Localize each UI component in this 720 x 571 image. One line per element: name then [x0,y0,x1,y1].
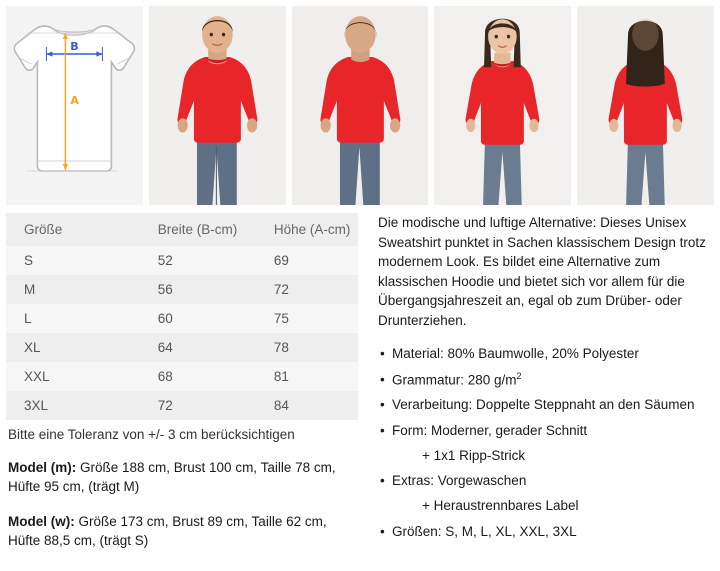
list-item [378,370,714,391]
size-column [6,213,358,551]
list-item: • Größen: S, M, L, XL, XXL, 3XL [378,522,714,542]
svg-text:A: A [70,94,79,107]
svg-text:B: B [70,40,79,53]
photo-strip [0,0,720,205]
table-row [6,304,358,333]
feature-superscript: 2 [516,370,522,381]
photo-model-female-back [577,6,714,205]
list-item: • Form: Moderner, gerader Schnitt [378,421,714,441]
cell-height: 69 [273,253,289,268]
list-item-continuation: + 1x1 Ripp-Strick [422,447,526,463]
size-table [6,213,358,420]
size-table-header-row [6,213,358,246]
photo-technical-drawing [6,6,143,205]
cell-width: 52 [157,253,173,268]
table-row [6,333,358,362]
table-row [6,246,358,275]
cell-size: XXL [24,369,50,384]
model-male-label: Model (m): [8,460,77,475]
model-female-label: Model (w): [8,514,75,530]
cell-width: 68 [157,369,173,384]
photo-model-male-front [149,6,286,205]
cell-width: 56 [157,282,173,297]
table-row [6,275,358,304]
tolerance-note: Bitte eine Toleranz von +/- 3 cm berücksichtigen [8,427,295,442]
cell-size: S [24,253,34,268]
table-row [6,362,358,391]
product-description: Die modische und luftige Alternative: Dieses Unisex Sweatshirt punktet in Sachen klassischem Design trotz modernem Look. Es bildet eine Alternative zum klassischen Hoodie und bietet sich vor allem für die Übergangsjahreszeit an, egal ob zum Drüber- oder Drunterziehen. [378,215,706,328]
cell-width: 60 [157,311,173,326]
cell-height: 81 [273,369,289,384]
model-male-info [8,458,358,496]
model-male-back-illustration [292,6,429,205]
photo-model-female-front [434,6,571,205]
cell-height: 75 [273,311,289,326]
header-width: Breite (B-cm) [157,222,238,237]
list-item-continuation: + Heraustrennbares Label [422,498,579,514]
model-female-back-illustration [577,6,714,205]
details-section [0,205,720,551]
cell-height: 72 [273,282,289,297]
list-item: • Verarbeitung: Doppelte Steppnaht an den Säumen [378,395,714,415]
model-female-measurements: Größe 173 cm, Brust 89 cm, Taille 62 cm, Hüfte 88,5 cm, (trägt S) [8,514,327,549]
description-column [368,213,714,551]
cell-size: L [24,311,32,326]
header-size: Größe [24,222,63,237]
list-item: • Extras: Vorgewaschen [378,471,714,491]
cell-height: 84 [273,398,289,413]
list-item: • Material: 80% Baumwolle, 20% Polyester [378,344,714,364]
model-male-front-illustration [149,6,286,205]
feature-text: Grammatur: 280 g/m [392,372,517,388]
cell-size: XL [24,340,41,355]
cell-size: 3XL [24,398,49,413]
cell-width: 64 [157,340,173,355]
model-female-front-illustration [434,6,571,205]
photo-model-male-back [292,6,429,205]
table-row [6,391,358,420]
technical-drawing-icon [6,6,143,205]
model-female-info [8,512,358,550]
header-height: Höhe (A-cm) [273,222,351,237]
cell-height: 78 [273,340,289,355]
cell-size: M [24,282,36,297]
model-male-measurements: Größe 188 cm, Brust 100 cm, Taille 78 cm, Hüfte 95 cm, (trägt M) [8,460,336,495]
feature-list [378,344,714,542]
cell-width: 72 [157,398,173,413]
